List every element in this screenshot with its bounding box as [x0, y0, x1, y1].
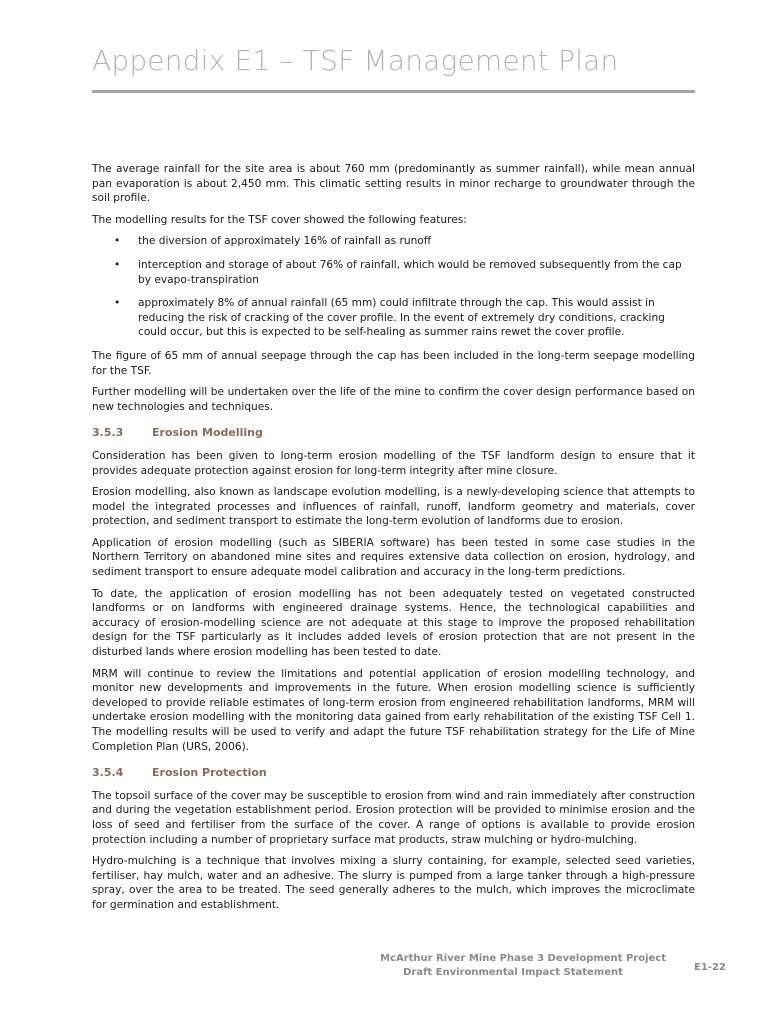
section-number: 3.5.4: [92, 766, 124, 780]
list-item-text: the diversion of approximately 16% of rainfall as runoff: [138, 235, 432, 248]
section-title: Erosion Modelling: [152, 426, 263, 440]
paragraph-rainfall: The average rainfall for the site area is about 760 mm (predominantly as summer rainfall), while mean annual pan evaporation is about 2,450 mm. This climatic setting results in minor recharge to groundwater through the soil profile.: [92, 163, 695, 205]
paragraph-erosion-definition: Erosion modelling, also known as landscape evolution modelling, is a newly-developing science that attempts to model the integrated processes and influences of rainfall, runoff, landform geometry and materials, cover protection, and sediment transport to estimate the long-term evolution of landforms due to erosion.: [92, 486, 695, 528]
page-header-title: Appendix E1 – TSF Management Plan: [92, 44, 619, 77]
header-divider: [92, 90, 695, 93]
footer-project-name: McArthur River Mine Phase 3 Development Project: [380, 953, 666, 964]
paragraph-topsoil: The topsoil surface of the cover may be susceptible to erosion from wind and rain immediately after construction and during the vegetation establishment period. Erosion protection will be provided to minimise erosion and the loss of seed and fertiliser from the surface of the cover. A range of options is available to provide erosion protection including a number of proprietary surface mat products, straw mulching or hydro-mulching.: [92, 789, 695, 846]
paragraph-erosion-to-date: To date, the application of erosion modelling has not been adequately tested on vegetated constructed landforms or on landforms with engineered drainage systems. Hence, the technological capabilities and accuracy of erosion-modelling science are not adequate at this stage to improve the proposed rehabilitation design for the TSF particularly as it includes added levels of erosion protection that are not present in the disturbed lands where erosion modelling has been tested to date.: [92, 587, 695, 659]
list-item-text: approximately 8% of annual rainfall (65 mm) could infiltrate through the cap. This would assist in reducing the risk of cracking of the cover profile. In the event of extremely dry conditions, cracking could occur, but this is expected to be self-healing as summer rains rewet the cover profile.: [138, 297, 665, 339]
section-title: Erosion Protection: [152, 766, 267, 780]
paragraph-seepage: The figure of 65 mm of annual seepage through the cap has been included in the long-term seepage modelling for the TSF.: [92, 349, 695, 377]
list-item-text: interception and storage of about 76% of rainfall, which would be removed subsequently from the cap by evapo-transpiration: [138, 258, 682, 286]
section-heading-erosion-protection: [92, 766, 695, 781]
features-list: [92, 234, 695, 340]
paragraph-erosion-review: MRM will continue to review the limitations and potential application of erosion modelling technology, and monitor new developments and improvements in the future. When erosion modelling science is sufficiently developed to provide reliable estimates of long-term erosion from engineered rehabilitation landforms, MRM will undertake erosion modelling with the monitoring data gained from early rehabilitation of the existing TSF Cell 1. The modelling results will be used to verify and adapt the future TSF rehabilitation strategy for the Life of Mine Completion Plan (URS, 2006).: [92, 667, 695, 753]
bullet-icon: •: [114, 258, 121, 271]
list-item: [92, 296, 695, 340]
paragraph-hydro-mulching: Hydro-mulching is a technique that involves mixing a slurry containing, for example, selected seed varieties, fertiliser, hay mulch, water and an adhesive. The slurry is pumped from a large tanker through a high-pressure spray, over the area to be treated. The seed generally adheres to the mulch, which improves the microclimate for germination and establishment.: [92, 855, 695, 911]
list-item: [92, 258, 695, 287]
section-heading-erosion-modelling: [92, 426, 695, 441]
bullet-icon: •: [114, 297, 121, 310]
paragraph-erosion-application: Application of erosion modelling (such as SIBERIA software) has been tested in some case studies in the Northern Territory on abandoned mine sites and requires extensive data collection on erosion, hydrology, and sediment transport to ensure adequate model calibration and accuracy in the long-term predictions.: [92, 536, 695, 579]
paragraph-erosion-consideration: Consideration has been given to long-term erosion modelling of the TSF landform design to ensure that it provides adequate protection against erosion for long-term integrity after mine closure.: [92, 449, 695, 477]
list-item: [92, 234, 695, 249]
document-body: [92, 162, 695, 920]
bullet-icon: •: [114, 235, 121, 248]
paragraph-modelling-intro: The modelling results for the TSF cover showed the following features:: [92, 213, 467, 226]
page-number: E1-22: [694, 962, 726, 973]
page-footer: [330, 952, 666, 980]
footer-document-name: Draft Environmental Impact Statement: [403, 967, 623, 978]
paragraph-further-modelling: Further modelling will be undertaken over the life of the mine to confirm the cover design performance based on new technologies and techniques.: [92, 386, 695, 413]
section-number: 3.5.3: [92, 426, 124, 440]
